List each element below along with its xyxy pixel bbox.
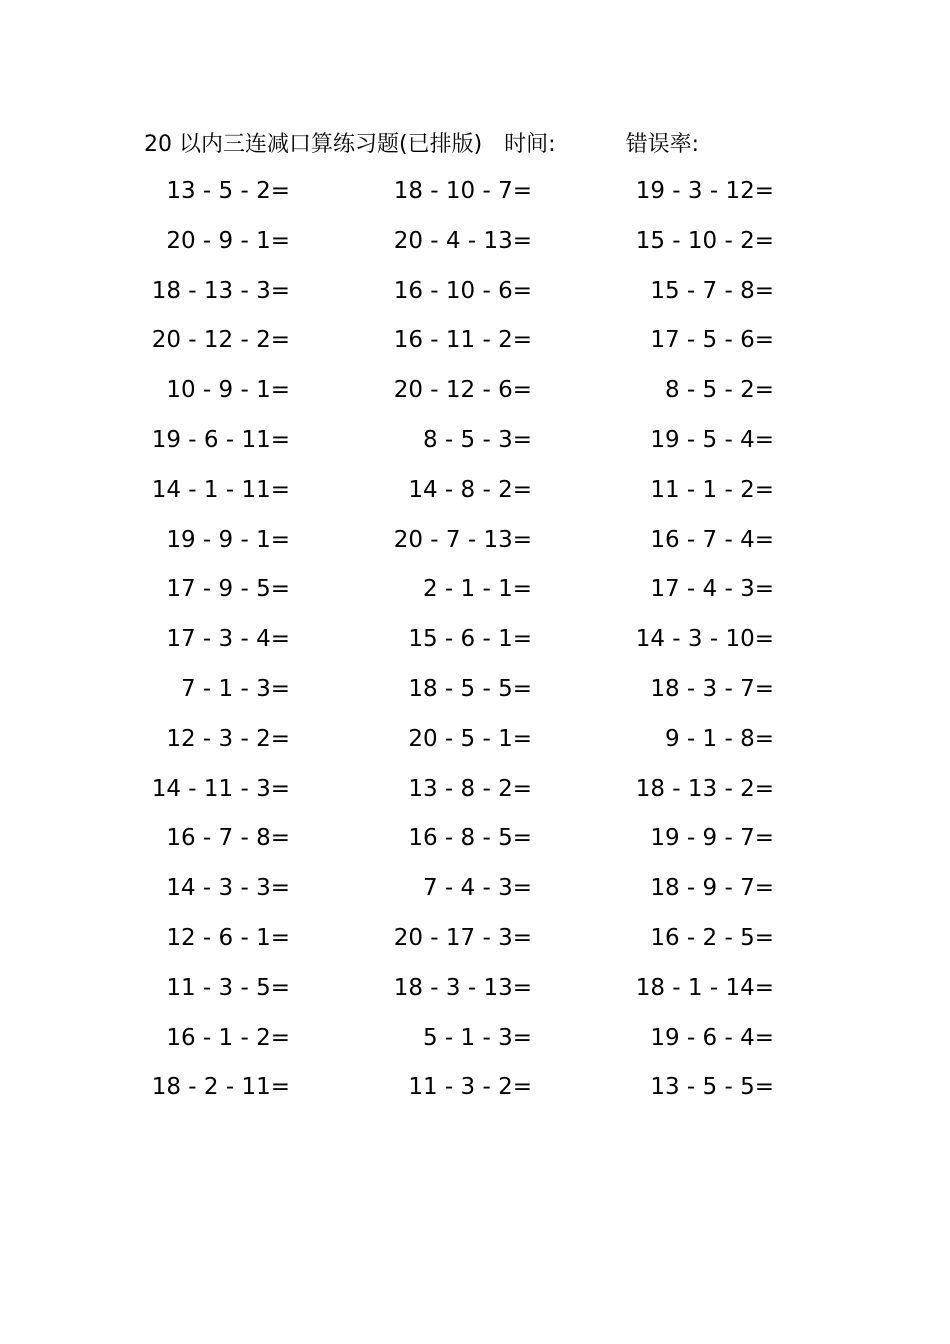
math-problem: 14 - 8 - 2= xyxy=(408,476,532,503)
math-problem: 16 - 1 - 2= xyxy=(166,1024,290,1051)
error-rate-label: 错误率: xyxy=(625,131,699,157)
math-problem: 15 - 6 - 1= xyxy=(408,626,532,653)
math-problem: 19 - 6 - 11= xyxy=(151,426,290,453)
math-problem: 12 - 3 - 2= xyxy=(166,725,290,752)
time-label: 时间: xyxy=(504,131,556,157)
math-problem: 8 - 5 - 2= xyxy=(664,377,774,404)
math-problem: 14 - 11 - 3= xyxy=(151,775,290,802)
math-problem: 16 - 11 - 2= xyxy=(393,327,532,354)
math-problem: 14 - 3 - 3= xyxy=(166,875,290,902)
worksheet-header xyxy=(144,124,699,160)
math-problem: 11 - 3 - 2= xyxy=(408,1074,532,1101)
math-problem: 20 - 17 - 3= xyxy=(393,924,532,951)
math-problem: 18 - 13 - 2= xyxy=(635,775,774,802)
math-problem: 16 - 8 - 5= xyxy=(408,825,532,852)
math-problem: 17 - 3 - 4= xyxy=(166,626,290,653)
worksheet-title: 20 以内三连减口算练习题(已排版) xyxy=(144,131,483,157)
math-problem: 17 - 4 - 3= xyxy=(650,576,774,603)
math-problem: 20 - 9 - 1= xyxy=(166,227,290,254)
problem-grid xyxy=(130,171,810,1117)
math-problem: 7 - 1 - 3= xyxy=(180,675,290,702)
math-problem: 14 - 3 - 10= xyxy=(635,626,774,653)
math-problem: 10 - 9 - 1= xyxy=(166,377,290,404)
math-problem: 13 - 5 - 5= xyxy=(650,1074,774,1101)
math-problem: 20 - 12 - 2= xyxy=(151,327,290,354)
math-problem: 17 - 9 - 5= xyxy=(166,576,290,603)
math-problem: 2 - 1 - 1= xyxy=(422,576,532,603)
math-problem: 15 - 7 - 8= xyxy=(650,277,774,304)
math-problem: 18 - 2 - 11= xyxy=(151,1074,290,1101)
math-problem: 20 - 4 - 13= xyxy=(393,227,532,254)
math-problem: 15 - 10 - 2= xyxy=(635,227,774,254)
math-problem: 19 - 6 - 4= xyxy=(650,1024,774,1051)
math-problem: 18 - 10 - 7= xyxy=(393,178,532,204)
math-problem: 20 - 12 - 6= xyxy=(393,377,532,404)
math-problem: 16 - 2 - 5= xyxy=(650,924,774,951)
math-problem: 7 - 4 - 3= xyxy=(422,875,532,902)
math-problem: 18 - 13 - 3= xyxy=(151,277,290,304)
math-problem: 18 - 3 - 13= xyxy=(393,974,532,1001)
math-problem: 19 - 5 - 4= xyxy=(650,426,774,453)
math-problem: 5 - 1 - 3= xyxy=(422,1024,532,1051)
math-problem: 18 - 5 - 5= xyxy=(408,675,532,702)
math-problem: 13 - 5 - 2= xyxy=(166,178,290,204)
math-problem: 14 - 1 - 11= xyxy=(151,476,290,503)
math-problem: 8 - 5 - 3= xyxy=(422,426,532,453)
math-problem: 18 - 3 - 7= xyxy=(650,675,774,702)
math-problem: 19 - 3 - 12= xyxy=(635,178,774,204)
math-problem: 9 - 1 - 8= xyxy=(664,725,774,752)
math-problem: 12 - 6 - 1= xyxy=(166,924,290,951)
math-problem: 20 - 7 - 13= xyxy=(393,526,532,553)
math-problem: 19 - 9 - 7= xyxy=(650,825,774,852)
math-problem: 16 - 7 - 4= xyxy=(650,526,774,553)
math-problem: 11 - 1 - 2= xyxy=(650,476,774,503)
math-problem: 19 - 9 - 1= xyxy=(166,526,290,553)
math-problem: 18 - 9 - 7= xyxy=(650,875,774,902)
math-problem: 16 - 10 - 6= xyxy=(393,277,532,304)
math-problem: 17 - 5 - 6= xyxy=(650,327,774,354)
math-problem: 13 - 8 - 2= xyxy=(408,775,532,802)
math-problem: 18 - 1 - 14= xyxy=(635,974,774,1001)
math-problem: 20 - 5 - 1= xyxy=(408,725,532,752)
math-problem: 16 - 7 - 8= xyxy=(166,825,290,852)
math-problem: 11 - 3 - 5= xyxy=(166,974,290,1001)
